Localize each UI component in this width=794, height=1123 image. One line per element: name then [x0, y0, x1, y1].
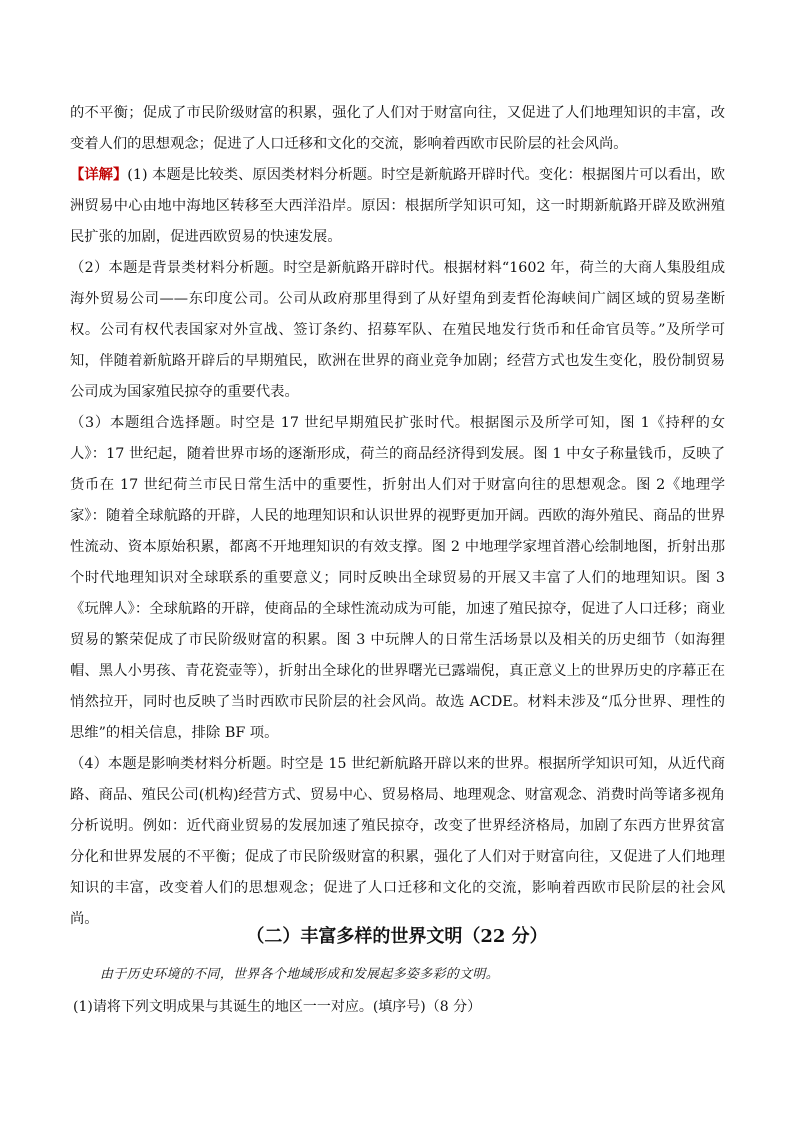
section-title: （二）丰富多样的世界文明（22 分）: [246, 926, 548, 947]
detail-paragraph-2: （2）本题是背景类材料分析题。时空是新航路开辟时代。根据材料“1602 年，荷兰的大商人集股组成海外贸易公司——东印度公司。公司从政府那里得到了从好望角到麦哲伦海峡间广阔区域的贸易垄断权。公司有权代表国家对外宣战、签订条约、招募军队、在殖民地发行货币和任命官员等。”及所学可知，伴随着新航路开辟后的早期殖民，欧洲在世界的商业竞争加剧；经营方式也发生变化，股份制贸易公司成为国家殖民掠夺的重要代表。: [70, 260, 725, 400]
detail-label: 【详解】: [70, 167, 128, 183]
answer-analysis: [70, 98, 725, 935]
question-1: (1)请将下列文明成果与其诞生的地区一一对应。(填序号)（8 分）: [73, 999, 482, 1015]
detail-1-text: (1) 本题是比较类、原因类材料分析题。时空是新航路开辟时代。变化：根据图片可以看出，欧洲贸易中心由地中海地区转移至大西洋沿岸。原因：根据所学知识可知，这一时期新航路开辟及欧洲殖民扩张的加剧，促进西欧贸易的快速发展。: [70, 167, 726, 245]
detail-paragraph-3: （3）本题组合选择题。时空是 17 世纪早期殖民扩张时代。根据图示及所学可知，图 1《持秤的女人》：17 世纪起，随着世界市场的逐渐形成，荷兰的商品经济得到发展。图 1 中女子称量钱币，反映了货币在 17 世纪荷兰市民日常生活中的重要性，折射出人们对于财富向往的思想观念。图 2《地理学家》：随着全球航路的开辟，人民的地理知识和认识世界的视野更加开阔。西欧的海外殖民、商品的世界性流动、资本原始积累，都离不开地理知识的有效支撑。图 2 中地理学家埋首潜心绘制地图，折射出那个时代地理知识对全球联系的重要意义；同时反映出全球贸易的开展又丰富了人们的地理知识。图 3《玩牌人》：全球航路的开辟，使商品的全球性流动成为可能，加速了殖民掠夺，促进了人口迁移；商业贸易的繁荣促成了市民阶级财富的积累。图 3 中玩牌人的日常生活场景以及相关的历史细节（如海狸帽、黑人小男孩、青花瓷壶等），折射出全球化的世界曙光已露端倪，真正意义上的世界历史的序幕正在悄然拉开，同时也反映了当时西欧市民阶层的社会风尚。故选 ACDE。材料未涉及“瓜分世界、理性的思维”的相关信息，排除 BF 项。: [70, 415, 725, 741]
analysis-continuation: 的不平衡；促成了市民阶级财富的积累，强化了人们对于财富向往，又促进了人们地理知识的丰富，改变着人们的思想观念；促进了人口迁移和文化的交流，影响着西欧市民阶层的社会风尚。: [70, 105, 725, 152]
detail-paragraph-4: （4）本题是影响类材料分析题。时空是 15 世纪新航路开辟以来的世界。根据所学知识可知，从近代商路、商品、殖民公司(机构)经营方式、贸易中心、贸易格局、地理观念、财富观念、消费时尚等诸多视角分析说明。例如：近代商业贸易的发展加速了殖民掠夺，改变了世界经济格局，加剧了东西方世界贫富分化和世界发展的不平衡；促成了市民阶级财富的积累，强化了人们对于财富向往，又促进了人们地理知识的丰富，改变着人们的思想观念；促进了人口迁移和文化的交流，影响着西欧市民阶层的社会风尚。: [70, 756, 725, 927]
detail-paragraph-1: [70, 160, 725, 253]
section-intro: 由于历史环境的不同，世界各个地域形成和发展起多姿多彩的文明。: [100, 967, 500, 982]
